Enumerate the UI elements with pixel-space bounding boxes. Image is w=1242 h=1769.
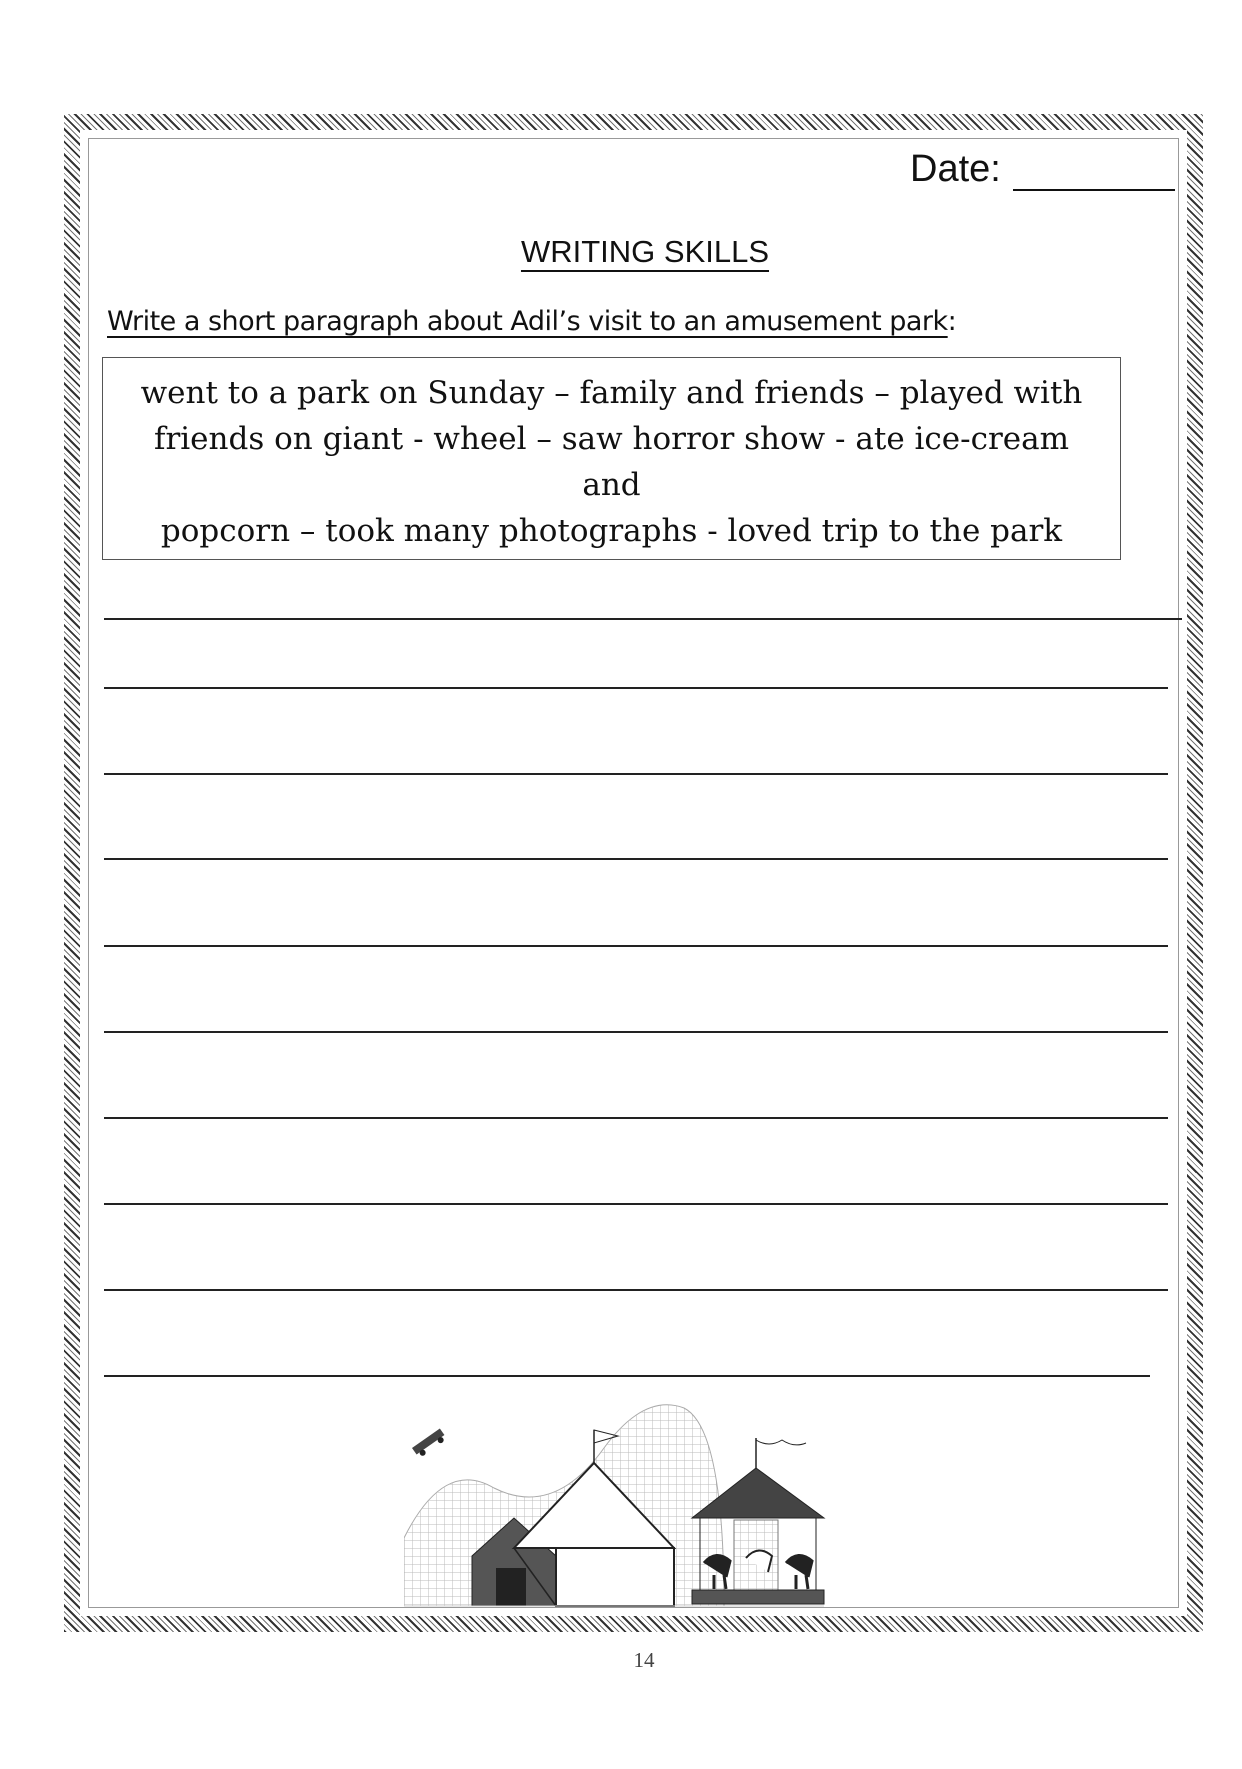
writing-line-9[interactable] <box>104 1289 1168 1291</box>
date-field <box>910 148 1175 191</box>
writing-line-3[interactable] <box>104 773 1168 775</box>
writing-line-2[interactable] <box>104 687 1168 689</box>
writing-line-6[interactable] <box>104 1031 1168 1033</box>
hint-line: popcorn – took many photographs - loved trip to the park <box>160 513 1063 549</box>
hint-line: friends on giant - wheel – saw horror show - ate ice-cream and <box>153 421 1070 503</box>
coaster-cart-icon <box>412 1428 447 1458</box>
page-title: WRITING SKILLS <box>520 234 770 269</box>
hint-box <box>102 357 1121 560</box>
instruction <box>107 306 956 337</box>
writing-line-10[interactable] <box>104 1375 1150 1377</box>
amusement-park-illustration <box>404 1388 864 1618</box>
hint-line: went to a park on Sunday – family and friends – played with <box>140 375 1083 411</box>
date-label: Date: <box>910 148 1001 190</box>
date-blank-line[interactable] <box>1013 153 1175 191</box>
instruction-text: Write a short paragraph about Adil’s visit to an amusement park <box>107 306 948 337</box>
writing-line-1[interactable] <box>104 618 1182 620</box>
instruction-colon: : <box>947 306 957 337</box>
writing-line-5[interactable] <box>104 945 1168 947</box>
page-number: 14 <box>633 1648 655 1672</box>
writing-line-8[interactable] <box>104 1203 1168 1205</box>
writing-line-7[interactable] <box>104 1117 1168 1119</box>
writing-line-4[interactable] <box>104 858 1168 860</box>
